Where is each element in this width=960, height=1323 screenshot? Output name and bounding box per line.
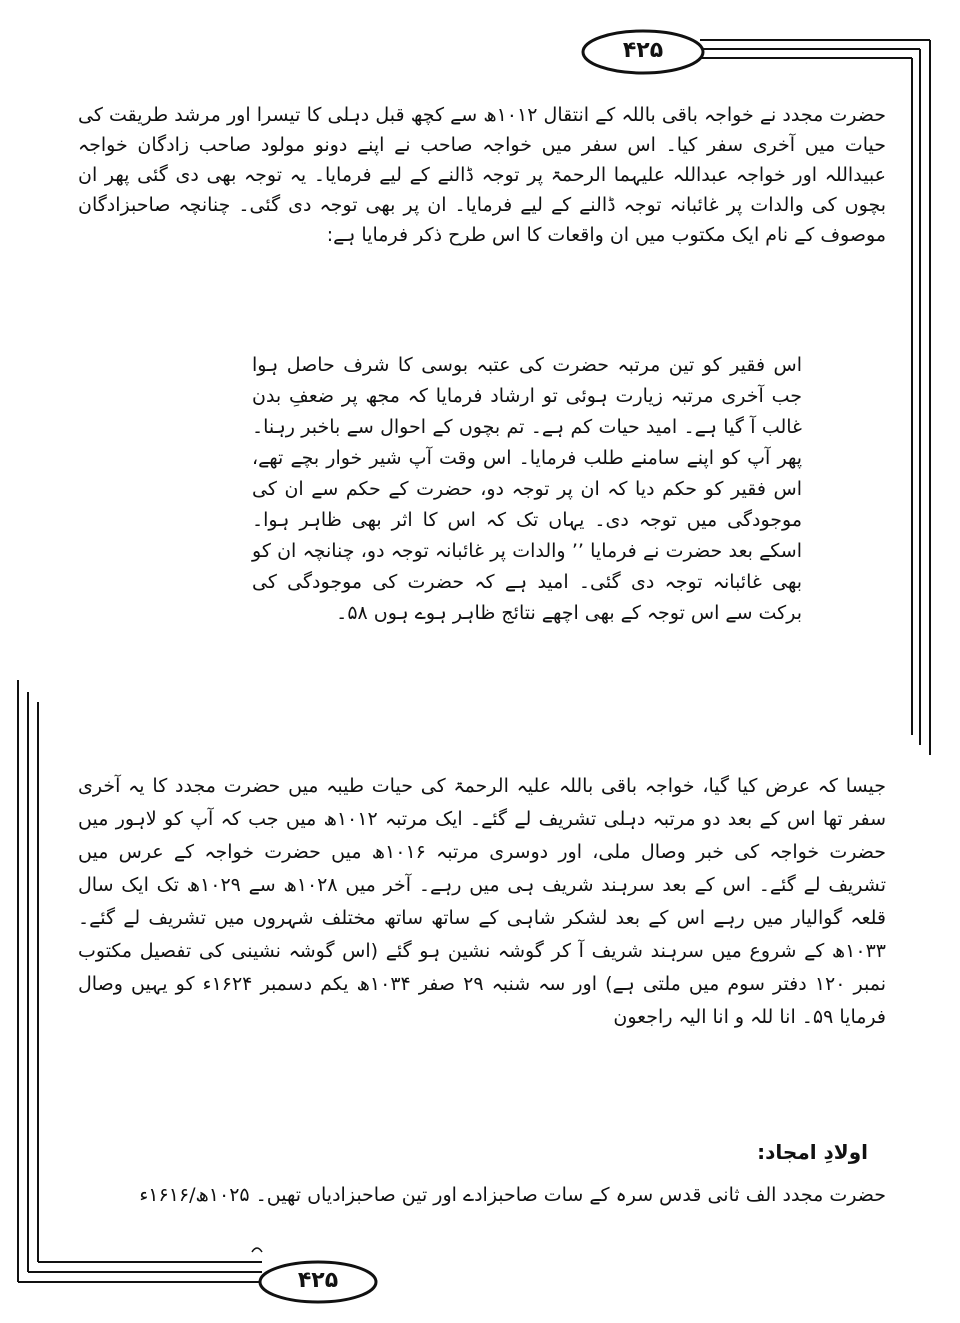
body-closing: [78, 1180, 886, 1220]
closing-paragraph: حضرت مجدد الف ثانی قدس سرہ کے سات صاحبزادے اور تین صاحبزادیاں تھیں۔ ۱۰۲۵ھ/۱۶۱۶ء: [139, 1184, 886, 1206]
page-number-top: ۴۲۵: [622, 38, 664, 63]
quote-paragraph: اس فقیر کو تین مرتبہ حضرت کی عتبہ بوسی کا شرف حاصل ہوا جب آخری مرتبہ زیارت ہوئی تو ارشاد فرمایا کہ مجھ پر ضعفِ بدن غالب آ گیا ہے۔ امید حیات کم ہے۔ تم بچوں کے احوال سے باخبر رہنا۔ پھر آپ کو اپنے سامنے طلب فرمایا۔ اس وقت آپ شیر خوار بچے تھے، اس فقیر کو حکم دیا کہ ان پر توجہ دو، حضرت کے حکم سے ان کی موجودگی میں توجہ دی۔ یہاں تک کہ اس کا اثر بھی ظاہر ہوا۔ اسکے بعد حضرت نے فرمایا ’’ والدات پر غائبانہ توجہ دو، چنانچہ ان کو بھی غائبانہ توجہ دی گئی۔ امید ہے کہ حضرت کی موجودگی کی برکت سے اس توجہ کے بھی اچھے نتائج ظاہر ہوے ہوں ۵۸۔: [252, 354, 802, 624]
intro-paragraph: حضرت مجدد نے خواجہ باقی باللہ کے انتقال ۱۰۱۲ھ سے کچھ قبل دہلی کا تیسرا اور مرشد طریقت کی حیات میں آخری سفر کیا۔ اس سفر میں خواجہ صاحب نے اپنے دونو مولود صاحب زادگان خواجہ عبیداللہ اور خواجہ عبداللہ علیہما الرحمۃ پر توجہ ڈالنے کے لیے فرمایا۔ یہ توجہ بھی دی گئی پھر ان بچوں کی والدات پر غائبانہ توجہ ڈالنے کے لیے فرمایا۔ ان پر بھی توجہ دی گئی۔ چنانچہ صاحبزادگان موصوف کے نام ایک مکتوب میں ان واقعات کا اس طرح ذکر فرمایا ہے:: [78, 104, 886, 246]
body-narrative: [78, 770, 886, 1110]
quote-block: [252, 350, 802, 760]
section-heading: اولادِ امجاد:: [757, 1140, 868, 1164]
page-number-bottom: ۴۲۵: [297, 1268, 339, 1293]
decorative-mark: [252, 1248, 262, 1252]
body-intro: [78, 100, 886, 340]
narrative-paragraph: جیسا کہ عرض کیا گیا، خواجہ باقی باللہ علیہ الرحمۃ کی حیات طیبہ میں حضرت مجدد کا یہ آخری سفر تھا اس کے بعد دو مرتبہ دہلی تشریف لے گئے۔ ایک مرتبہ ۱۰۱۲ھ میں جب کہ آپ کو لاہور میں حضرت خواجہ کی خبر وصال ملی، اور دوسری مرتبہ ۱۰۱۶ھ میں حضرت خواجہ کے عرس میں تشریف لے گئے۔ اس کے بعد سرہند شریف ہی میں رہے۔ آخر میں ۱۰۲۸ھ سے ۱۰۲۹ھ تک ایک سال قلعہ گوالیار میں رہے اس کے بعد لشکر شاہی کے ساتھ ساتھ مختلف شہروں میں تشریف لے گئے۔ ۱۰۳۳ھ کے شروع میں سرہند شریف آ کر گوشہ نشین ہو گئے (اس گوشہ نشینی کی تفصیل مکتوب نمبر ۱۲۰ دفتر سوم میں ملتی ہے) اور سہ شنبہ ۲۹ صفر ۱۰۳۴ھ یکم دسمبر ۱۶۲۴ء کو یہیں وصال فرمایا ۵۹۔ انا للہ و انا الیہ راجعون: [78, 775, 887, 1028]
